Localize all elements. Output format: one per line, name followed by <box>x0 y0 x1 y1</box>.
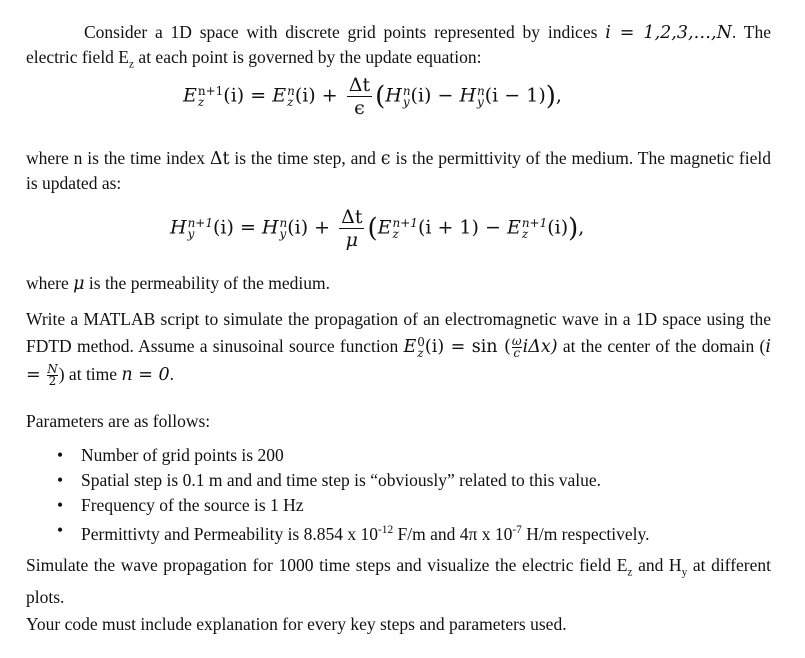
eq2-lhs-arg: (i) = <box>213 216 262 239</box>
eq1-lhs-indices: n+1 z <box>197 83 224 109</box>
simulation-paragraph <box>26 553 771 609</box>
eq2-term1: H <box>261 216 279 239</box>
eq2-e2-indices: n+1 z <box>521 215 548 241</box>
param-material-text: Permittivty and Permeability is 8.854 x 10 <box>81 523 378 544</box>
permittivity-exponent: -12 <box>378 524 394 536</box>
simulate-text-2: and H <box>632 555 682 575</box>
eq1-h2-indices: n y <box>477 83 485 109</box>
mid1-text-2: is the time step, and <box>229 148 381 168</box>
mid1-text-3: is the permittivity of the medium. The magnetic field is updated as: <box>26 148 771 193</box>
parameters-heading-text: Parameters are as follows: <box>26 411 211 431</box>
simulate-ez-sub: z <box>627 566 633 579</box>
ez-subscript: z <box>129 58 135 71</box>
task-paragraph <box>26 306 771 389</box>
mid2-text-2: is the permeability of the medium. <box>84 273 330 293</box>
intro-text-2: . The electric field E <box>26 22 771 67</box>
eq1-term1-indices: n z <box>287 83 295 109</box>
eq1-fraction: $\frac{\Delta t}{\epsilon}$ <box>348 74 371 119</box>
param-spatial-step: Spatial step is 0.1 m and and time step is “obviously” related to this value. <box>81 470 602 490</box>
eq1-h1-arg: (i) − <box>410 84 460 107</box>
list-item <box>26 443 771 468</box>
eq1-term1-arg: (i) + <box>294 84 344 107</box>
eq2-tail: , <box>578 216 585 239</box>
eq2-e2-arg: (i) <box>547 216 569 239</box>
eq1-lhs-arg: (i) = <box>223 84 273 107</box>
eq2-e1-arg: (i + 1) − <box>417 216 507 239</box>
time-index-paragraph <box>26 146 771 195</box>
mid2-mu: μ <box>73 274 85 294</box>
mid1-dt: Δt <box>209 149 230 169</box>
eq1-h1-indices: n y <box>402 83 411 109</box>
eq1-h1: H <box>385 84 402 107</box>
eq2-e2: E <box>506 216 521 239</box>
simulate-hy-sub: y <box>681 566 688 579</box>
eq1-h2: H <box>459 84 477 107</box>
eq2-term1-indices: n y <box>279 215 288 241</box>
param-material-text-3: H/m respectively. <box>521 523 650 544</box>
task-text-2: at the center of the domain ( <box>557 336 766 356</box>
parameters-heading <box>26 409 771 433</box>
magnetic-field-update-equation: H n+1 y (i) = H n y (i) + $\frac{\Delta t}{\mu}$ (E n+1 z (i + 1) − E n+1 z (i)), <box>170 206 585 251</box>
eq1-term1: E <box>272 84 287 107</box>
list-item <box>26 468 771 493</box>
task-text-4: . <box>169 364 174 384</box>
intro-paragraph <box>26 20 771 77</box>
index-definition: i = 1,2,3,…,N <box>605 23 732 43</box>
eq2-lhs: H <box>170 216 187 239</box>
eq2-e1-indices: n+1 z <box>392 215 418 241</box>
initial-time: n = 0 <box>121 365 170 385</box>
mid1-text: where n is the time index <box>26 148 210 168</box>
eq2-lhs-indices: n+1 y <box>187 215 213 241</box>
task-text-3: ) at time <box>58 364 122 384</box>
list-item <box>26 493 771 518</box>
eq1-tail: , <box>555 84 562 107</box>
mid1-eps: ϵ <box>380 149 391 169</box>
intro-text-3: at each point is governed by the update equation: <box>134 47 482 67</box>
eq2-e1: E <box>377 216 392 239</box>
simulate-text-3: at different plots. <box>26 555 771 607</box>
param-material-text-2: F/m and 4π x 10 <box>393 523 513 544</box>
param-frequency: Frequency of the source is 1 Hz <box>81 495 304 515</box>
permeability-paragraph <box>26 271 771 296</box>
intro-text: Consider a 1D space with discrete grid points represented by indices <box>84 22 606 42</box>
center-index: $i = \frac{N}{2}$ <box>26 337 771 388</box>
source-function: E 0 z $(i) = \sin (\frac{\omega}{c}$ iΔx) <box>403 334 558 360</box>
parameters-list <box>26 443 771 547</box>
explanation-text: Your code must include explanation for every key steps and parameters used. <box>26 614 567 634</box>
eq2-term1-arg: (i) + <box>287 216 337 239</box>
electric-field-update-equation: E n+1 z (i) = E n z (i) + $\frac{\Delta t}{\epsilon}$ (H n y (i) − H n y (i − 1)), <box>183 74 562 119</box>
eq1-h2-arg: (i − 1) <box>484 84 546 107</box>
task-text: Write a MATLAB script to simulate the propagation of an electromagnetic wave in a 1D space using the FDTD method. Assume a sinusoinal source function <box>26 309 771 356</box>
param-grid-points: Number of grid points is 200 <box>81 445 284 465</box>
permeability-exponent: -7 <box>512 524 522 536</box>
list-item <box>26 518 771 547</box>
simulate-text: Simulate the wave propagation for 1000 time steps and visualize the electric field E <box>26 555 628 575</box>
eq2-fraction: $\frac{\Delta t}{\mu}$ <box>341 206 363 251</box>
mid2-text: where <box>26 273 74 293</box>
eq1-lhs: E <box>183 84 197 107</box>
explanation-requirement <box>26 612 771 636</box>
